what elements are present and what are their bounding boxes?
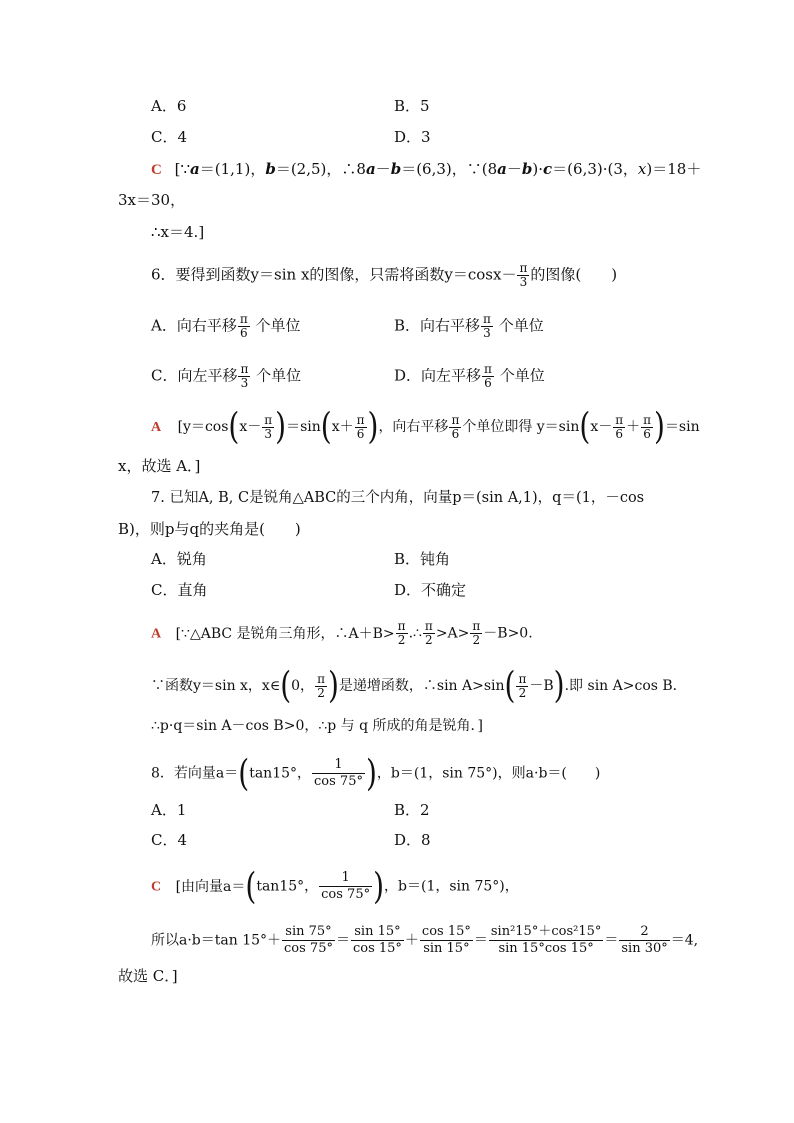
q7-solution-line1: A [∵△ABC 是锐角三角形，∴A＋B> $\frac{\pi}{2}$ .∴ $\frac{\pi}{2}$ >A> $\frac{\pi}{2}$ －B>0. — [151, 619, 533, 647]
q6-solution-line1: A [y＝cos(x－ $\frac{\pi}{3}$ )＝sin(x＋ $\frac{\pi}{6}$ )，向右平移 $\frac{\pi}{6}$ 个单位即得 y＝sin(x－ $\frac{\pi}{6}$ ＋ $\frac{\pi}{6}$ )＝sin — [151, 404, 700, 448]
q8-option-b: B．2 — [394, 801, 430, 819]
q7-solution-line3: ∴p·q＝sin A－cos B>0，∴p 与 q 所成的角是锐角．] — [151, 718, 483, 734]
q5-solution-line2: 3x＝30， — [118, 191, 186, 209]
q6-option-c: C．向左平移 $\frac{\pi}{3}$ 个单位 — [151, 362, 302, 390]
q6-option-d: D．向左平移 $\frac{\pi}{6}$ 个单位 — [394, 362, 545, 390]
q8-option-c: C．4 — [151, 831, 188, 849]
q6-answer-letter: A — [151, 420, 162, 435]
q5-option-a: A．6 — [151, 97, 187, 115]
q5-answer-letter: C — [151, 162, 162, 178]
q7-option-c: C．直角 — [151, 581, 208, 599]
q8-option-d: D．8 — [394, 831, 431, 849]
q6-solution-line2: x，故选 A．] — [118, 457, 201, 475]
q7-stem-line1: 7. 已知A, B, C是锐角△ABC的三个内角，向量p＝(sin A,1)，q＝(1，－cos — [151, 490, 645, 506]
q7-option-b: B．钝角 — [394, 550, 451, 568]
q5-option-d: D．3 — [394, 128, 431, 146]
q6-stem: 6．要得到函数y＝sin x的图像，只需将函数y＝cosx－ $\frac{\pi}{3}$ 的图像( ) — [151, 261, 618, 289]
q8-solution-line3: 故选 C．] — [118, 967, 178, 985]
q7-solution-line2: ∵函数y＝sin x，x∈(0， $\frac{\pi}{2}$ )是递增函数，∴sin A>sin( $\frac{\pi}{2}$ －B).即 sin A>cos B． — [151, 663, 687, 707]
q7-option-a: A．锐角 — [151, 550, 207, 568]
q5-solution-line1: C [∵a＝(1,1)，b＝(2,5)，∴8a－b＝(6,3)，∵(8a－b)·c＝(6,3)·(3，x)＝18＋ — [151, 160, 702, 178]
q8-solution-line2: 所以a·b＝tan 15°＋ $\frac{\sin 75^\circ}{\cos 75^\circ}$ ＝ $\frac{\sin 15^\circ}{\cos 15^\circ}$ ＋ $\frac{\cos 15^\circ}{\sin 15^\circ}$ ＝ $\frac{\text{sin²15°＋cos²15°}}{\sin 15^\circ\cos 15^\circ}$ ＝ $\frac{2}{\sin 30^\circ}$ ＝4, — [151, 924, 699, 956]
q6-option-b: B．向右平移 $\frac{\pi}{3}$ 个单位 — [394, 312, 544, 340]
q5-option-b: B．5 — [394, 97, 430, 115]
q8-solution-line1: C [由向量a＝(tan15°， $\frac{1}{\cos 75^\circ}$ )，b＝(1，sin 75°)， — [151, 864, 519, 908]
q7-answer-letter: A — [151, 626, 162, 642]
q8-answer-letter: C — [151, 879, 162, 895]
q8-option-a: A．1 — [151, 801, 187, 819]
q5-option-c: C．4 — [151, 128, 188, 146]
q7-stem-line2: B)，则p与q的夹角是( ) — [118, 520, 301, 538]
q5-solution-line3: ∴x＝4.] — [151, 223, 205, 241]
q6-option-a: A．向右平移 $\frac{\pi}{6}$ 个单位 — [151, 312, 301, 340]
q8-stem: 8．若向量a＝(tan15°， $\frac{1}{\cos 75^\circ}$ )，b＝(1，sin 75°)，则a·b＝( ) — [151, 751, 601, 795]
q7-option-d: D．不确定 — [394, 581, 467, 599]
